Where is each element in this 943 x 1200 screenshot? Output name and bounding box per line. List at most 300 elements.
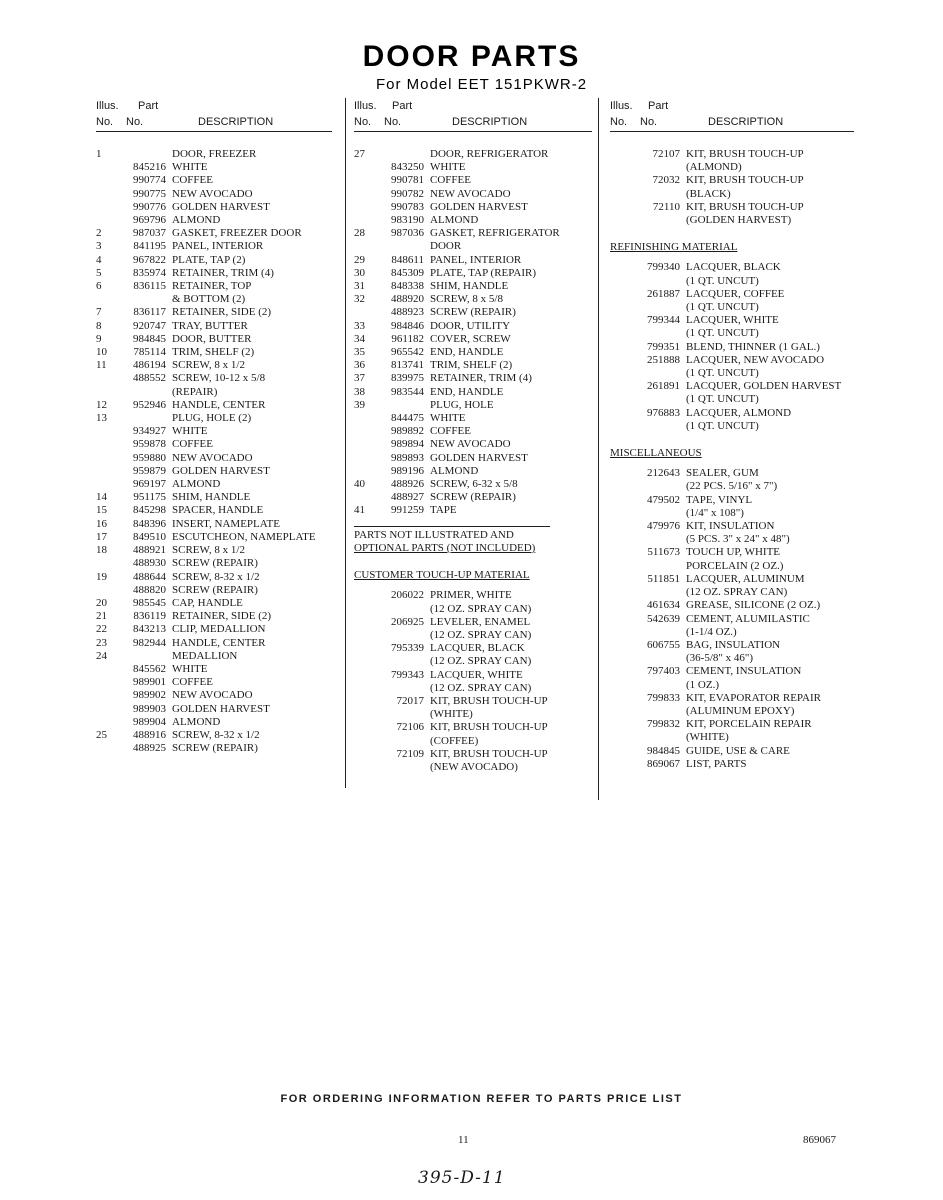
part-row	[354, 504, 592, 517]
part-number: 848338	[391, 280, 424, 293]
part-number: 486194	[133, 359, 166, 372]
part-number	[630, 560, 686, 573]
illus-number: 11	[96, 359, 107, 372]
part-number: 984845	[133, 332, 166, 345]
part-description: SCREW, 8-32 x 1/2	[172, 570, 260, 583]
illus-number: 9	[96, 332, 102, 345]
part-description: PLATE, TAP (REPAIR)	[430, 266, 536, 279]
illus-number: 41	[354, 504, 365, 517]
illus-number	[354, 438, 374, 451]
part-row	[610, 148, 854, 161]
part-number: 799340	[647, 261, 680, 274]
part-row	[96, 557, 332, 570]
illus-number: 28	[354, 227, 365, 240]
part-number: 206022	[391, 589, 424, 602]
part-number: 983544	[391, 385, 424, 398]
part-number: 841195	[133, 240, 166, 253]
part-number: 969796	[133, 214, 166, 227]
part-row	[610, 341, 854, 354]
part-description: COFFEE	[172, 438, 213, 451]
part-number: 965542	[391, 346, 424, 359]
part-number: 849510	[133, 530, 166, 543]
part-description: (1 QT. UNCUT)	[686, 419, 759, 432]
part-row	[354, 359, 592, 372]
part-description: GASKET, REFRIGERATOR	[430, 227, 560, 240]
illus-number	[610, 301, 630, 314]
part-row	[96, 425, 332, 438]
part-row	[610, 314, 854, 327]
part-number: 869067	[647, 757, 680, 770]
illus-number	[96, 438, 116, 451]
part-description: DOOR, FREEZER	[172, 148, 257, 160]
illus-number	[96, 201, 116, 214]
part-description: (REPAIR)	[172, 385, 218, 398]
illus-number	[610, 652, 630, 665]
part-number: 542639	[647, 612, 680, 625]
part-row	[610, 201, 854, 214]
illus-number	[96, 716, 116, 729]
part-description: SCREW, 8 x 1/2	[172, 359, 245, 372]
part-row	[354, 412, 592, 425]
column-divider	[598, 98, 599, 800]
part-description: WHITE	[172, 662, 208, 675]
part-number: 989196	[391, 464, 424, 477]
part-number: 845562	[133, 662, 166, 675]
illus-number	[354, 642, 374, 655]
part-row	[354, 735, 592, 748]
illus-number	[354, 188, 374, 201]
part-description: COVER, SCREW	[430, 332, 511, 345]
part-row	[96, 227, 332, 240]
header-no: No.	[96, 116, 114, 128]
part-description: PORCELAIN (2 OZ.)	[686, 559, 784, 572]
part-description: GASKET, FREEZER DOOR	[172, 227, 302, 240]
part-description: SPACER, HANDLE	[172, 504, 264, 517]
part-description: NEW AVOCADO	[430, 187, 511, 200]
part-row	[96, 584, 332, 597]
illus-number	[96, 465, 116, 478]
illus-number	[610, 201, 630, 214]
illus-number	[354, 201, 374, 214]
part-description: (12 OZ. SPRAY CAN)	[430, 628, 532, 641]
part-row	[610, 327, 854, 340]
part-number	[630, 214, 686, 227]
illus-number	[610, 599, 630, 612]
illus-number: 32	[354, 293, 365, 306]
illus-number	[354, 306, 374, 319]
illus-number: 3	[96, 240, 102, 253]
part-row	[354, 478, 592, 491]
part-description: LIST, PARTS	[686, 757, 747, 770]
part-description: (ALMOND)	[686, 161, 742, 174]
illus-number	[354, 748, 374, 761]
illus-number	[610, 520, 630, 533]
part-row	[610, 652, 854, 665]
part-row	[354, 240, 592, 253]
part-description: TAPE, VINYL	[686, 493, 753, 506]
illus-number	[610, 626, 630, 639]
illus-number: 7	[96, 306, 102, 319]
part-number: 488916	[133, 728, 166, 741]
part-number	[374, 708, 430, 721]
section-miscellaneous	[610, 447, 854, 460]
illus-number	[96, 174, 116, 187]
illus-number	[354, 655, 374, 668]
part-number: 251888	[647, 353, 680, 366]
illus-number: 6	[96, 280, 102, 293]
illus-number	[96, 584, 116, 597]
part-description: SHIM, HANDLE	[172, 491, 251, 504]
part-number: 990775	[133, 187, 166, 200]
part-number: 845309	[391, 266, 424, 279]
part-number: 987037	[133, 227, 166, 240]
part-row	[610, 275, 854, 288]
part-description: PLUG, HOLE	[430, 398, 494, 411]
illus-number	[610, 467, 630, 480]
part-description: COFFEE	[430, 425, 471, 438]
part-description: TRIM, SHELF (2)	[172, 346, 255, 359]
illus-number	[610, 758, 630, 771]
part-description: (NEW AVOCADO)	[430, 760, 518, 773]
part-description: (WHITE)	[686, 731, 729, 744]
part-number	[630, 275, 686, 288]
illus-number	[96, 214, 116, 227]
part-row	[354, 188, 592, 201]
part-description: TOUCH UP, WHITE	[686, 546, 781, 559]
illus-number	[610, 639, 630, 652]
column-header	[96, 100, 332, 132]
part-row	[610, 393, 854, 406]
illus-number: 39	[354, 398, 365, 411]
part-row	[96, 188, 332, 201]
part-row	[610, 301, 854, 314]
illus-number	[610, 573, 630, 586]
illus-number: 35	[354, 346, 365, 359]
part-row	[610, 533, 854, 546]
part-row	[354, 386, 592, 399]
part-description: TRIM, SHELF (2)	[430, 359, 513, 372]
part-row	[96, 676, 332, 689]
part-number: 799833	[647, 691, 680, 704]
part-number: 836119	[133, 610, 166, 623]
part-number: 835974	[133, 266, 166, 279]
part-row	[354, 425, 592, 438]
part-number	[374, 682, 430, 695]
part-number	[630, 161, 686, 174]
illus-number	[354, 708, 374, 721]
part-row	[610, 367, 854, 380]
illus-number	[354, 629, 374, 642]
part-number: 813741	[391, 359, 424, 372]
part-number: 212643	[647, 467, 680, 480]
illus-number	[610, 393, 630, 406]
part-row	[610, 626, 854, 639]
part-description: GREASE, SILICONE (2 OZ.)	[686, 599, 821, 612]
part-description: ALMOND	[172, 478, 221, 491]
part-description: (22 PCS. 5/16" x 7")	[686, 480, 778, 493]
model-subtitle: For Model EET 151PKWR-2	[375, 76, 588, 93]
part-number: 479976	[647, 520, 680, 533]
illus-number	[96, 188, 116, 201]
part-description: PLUG, HOLE (2)	[172, 412, 252, 425]
part-row	[96, 610, 332, 623]
part-row	[610, 507, 854, 520]
part-description: CLIP, MEDALLION	[172, 623, 266, 636]
illus-number: 31	[354, 280, 365, 293]
part-number: 959879	[133, 464, 166, 477]
part-number: 990783	[391, 200, 424, 213]
part-number: 795339	[391, 642, 424, 655]
part-number	[374, 761, 430, 774]
part-number: 983190	[391, 214, 424, 227]
illus-number: 25	[96, 728, 107, 741]
header-part-no: No.	[640, 116, 658, 128]
part-description: RETAINER, TRIM (4)	[430, 372, 532, 385]
part-description: WHITE	[172, 161, 208, 174]
part-row	[96, 544, 332, 557]
header-no: No.	[354, 116, 372, 128]
illus-number	[354, 616, 374, 629]
part-number	[630, 420, 686, 433]
part-description: NEW AVOCADO	[172, 689, 253, 702]
part-description: WHITE	[172, 425, 208, 438]
part-number: 989902	[133, 689, 166, 702]
part-number: 848396	[133, 517, 166, 530]
part-number	[116, 412, 172, 425]
illus-number: 1	[96, 148, 102, 160]
part-description: GOLDEN HARVEST	[172, 200, 270, 213]
part-number	[630, 533, 686, 546]
part-description: KIT, BRUSH TOUCH-UP	[430, 747, 548, 760]
part-number: 984845	[647, 744, 680, 757]
illus-number: 4	[96, 253, 102, 266]
illus-number	[96, 663, 116, 676]
part-number: 920747	[133, 319, 166, 332]
part-description: GOLDEN HARVEST	[172, 702, 270, 715]
part-number: 799351	[647, 340, 680, 353]
part-description: (ALUMINUM EPOXY)	[686, 704, 795, 717]
part-number: 959878	[133, 438, 166, 451]
illus-number: 8	[96, 319, 102, 332]
part-row	[96, 478, 332, 491]
part-number	[630, 480, 686, 493]
header-part-no: No.	[384, 116, 402, 128]
illus-number	[610, 420, 630, 433]
part-description: SCREW, 8 x 1/2	[172, 544, 245, 557]
illus-number	[610, 288, 630, 301]
part-row	[354, 616, 592, 629]
part-number: 990776	[133, 200, 166, 213]
part-description: (12 OZ. SPRAY CAN)	[686, 586, 788, 599]
part-number	[630, 367, 686, 380]
part-row	[96, 399, 332, 412]
part-description: GUIDE, USE & CARE	[686, 744, 790, 757]
part-description: (1 QT. UNCUT)	[686, 367, 759, 380]
part-description: COFFEE	[430, 174, 471, 187]
illus-number: 19	[96, 570, 107, 583]
illus-number	[610, 480, 630, 493]
illus-number	[610, 546, 630, 559]
part-description: LACQUER, BLACK	[430, 642, 525, 655]
part-row	[96, 650, 332, 663]
part-row	[354, 306, 592, 319]
part-description: END, HANDLE	[430, 346, 504, 359]
illus-number: 38	[354, 385, 365, 398]
part-number: 797403	[647, 665, 680, 678]
illus-number: 40	[354, 478, 365, 491]
part-number: 785114	[133, 346, 166, 359]
part-description: INSERT, NAMEPLATE	[172, 517, 280, 530]
illus-number	[354, 589, 374, 602]
part-description: (GOLDEN HARVEST)	[686, 214, 792, 227]
header-description: DESCRIPTION	[452, 116, 528, 128]
illus-number	[610, 586, 630, 599]
part-description: DOOR	[430, 240, 462, 253]
part-number: 990782	[391, 187, 424, 200]
illus-number	[610, 705, 630, 718]
column-divider	[345, 98, 346, 788]
section-title: REFINISHING MATERIAL	[610, 241, 738, 254]
illus-number	[96, 478, 116, 491]
part-row	[610, 679, 854, 692]
header-illus: Illus.	[354, 100, 377, 112]
part-number	[374, 240, 430, 253]
part-row	[354, 227, 592, 240]
illus-number	[610, 679, 630, 692]
parts-list	[610, 148, 854, 227]
part-description: LACQUER, ALUMINUM	[686, 572, 805, 585]
section-refinishing	[610, 241, 854, 254]
illus-number: 24	[96, 649, 107, 662]
part-row	[354, 589, 592, 602]
part-row	[610, 586, 854, 599]
part-row	[610, 174, 854, 187]
part-number: 982944	[133, 636, 166, 649]
part-description: KIT, EVAPORATOR REPAIR	[686, 691, 821, 704]
part-row	[96, 148, 332, 161]
part-description: SCREW (REPAIR)	[172, 557, 258, 570]
illus-number: 2	[96, 227, 102, 240]
part-number: 839975	[391, 372, 424, 385]
illus-number	[354, 452, 374, 465]
part-number	[630, 301, 686, 314]
part-description: KIT, PORCELAIN REPAIR	[686, 718, 812, 731]
part-number: 976883	[647, 406, 680, 419]
part-description: SCREW, 10-12 x 5/8	[172, 372, 266, 385]
part-number: 488920	[391, 293, 424, 306]
part-row	[96, 320, 332, 333]
illus-number: 12	[96, 398, 107, 411]
part-number: 952946	[133, 398, 166, 411]
part-number: 72032	[652, 174, 680, 187]
illus-number	[354, 735, 374, 748]
part-description: RETAINER, SIDE (2)	[172, 306, 272, 319]
header-part: Part	[392, 100, 413, 112]
illus-number	[610, 275, 630, 288]
part-description: TRAY, BUTTER	[172, 319, 248, 332]
part-description: WHITE	[430, 161, 466, 174]
illus-number: 15	[96, 504, 107, 517]
part-number	[630, 393, 686, 406]
part-row	[96, 729, 332, 742]
illus-number: 30	[354, 266, 365, 279]
illus-number: 36	[354, 359, 365, 372]
part-number: 488930	[133, 557, 166, 570]
illus-number	[354, 721, 374, 734]
part-number	[630, 626, 686, 639]
part-description: KIT, INSULATION	[686, 520, 775, 533]
column-header	[354, 100, 592, 132]
illus-number	[354, 761, 374, 774]
illus-number	[96, 452, 116, 465]
illus-number	[610, 214, 630, 227]
part-row	[96, 201, 332, 214]
part-description: RETAINER, SIDE (2)	[172, 610, 272, 623]
part-description: CEMENT, INSULATION	[686, 665, 802, 678]
illus-number: 21	[96, 610, 107, 623]
part-row	[354, 214, 592, 227]
part-description: CEMENT, ALUMILASTIC	[686, 612, 810, 625]
part-number: 72107	[652, 148, 680, 160]
note-line-1: PARTS NOT ILLUSTRATED AND	[354, 528, 514, 541]
part-row	[610, 520, 854, 533]
part-number: 990781	[391, 174, 424, 187]
parts-list	[96, 148, 332, 755]
illus-number: 34	[354, 332, 365, 345]
part-description: (5 PCS. 3" x 24" x 48")	[686, 533, 790, 546]
illus-number	[610, 718, 630, 731]
header-illus: Illus.	[96, 100, 119, 112]
part-description: RETAINER, TOP	[172, 280, 252, 293]
illus-number: 23	[96, 636, 107, 649]
section-title: MISCELLANEOUS	[610, 447, 702, 460]
part-description: ALMOND	[430, 464, 479, 477]
part-number: 488921	[133, 544, 166, 557]
illus-number	[610, 533, 630, 546]
document-number: 869067	[803, 1134, 836, 1146]
part-row	[96, 571, 332, 584]
header-illus: Illus.	[610, 100, 633, 112]
illus-number	[610, 161, 630, 174]
part-row	[610, 731, 854, 744]
illus-number	[96, 703, 116, 716]
part-description: SCREW (REPAIR)	[172, 742, 258, 755]
illus-number: 27	[354, 148, 365, 160]
illus-number	[96, 689, 116, 702]
part-row	[354, 669, 592, 682]
part-number: 511851	[647, 572, 680, 585]
part-number: 967822	[133, 253, 166, 266]
part-row	[96, 716, 332, 729]
part-row	[610, 467, 854, 480]
part-description: KIT, BRUSH TOUCH-UP	[430, 694, 548, 707]
illus-number	[354, 412, 374, 425]
illus-number	[96, 742, 116, 755]
part-description: GOLDEN HARVEST	[430, 200, 528, 213]
part-description: KIT, BRUSH TOUCH-UP	[686, 148, 804, 160]
part-number: 206925	[391, 615, 424, 628]
part-row	[610, 639, 854, 652]
part-row	[96, 742, 332, 755]
part-row	[96, 267, 332, 280]
part-row	[96, 214, 332, 227]
illus-number: 16	[96, 517, 107, 530]
part-row	[354, 682, 592, 695]
illus-number	[354, 465, 374, 478]
part-description: (12 OZ. SPRAY CAN)	[430, 655, 532, 668]
part-number: 951175	[133, 491, 166, 504]
part-description: SCREW, 8-32 x 1/2	[172, 728, 260, 741]
